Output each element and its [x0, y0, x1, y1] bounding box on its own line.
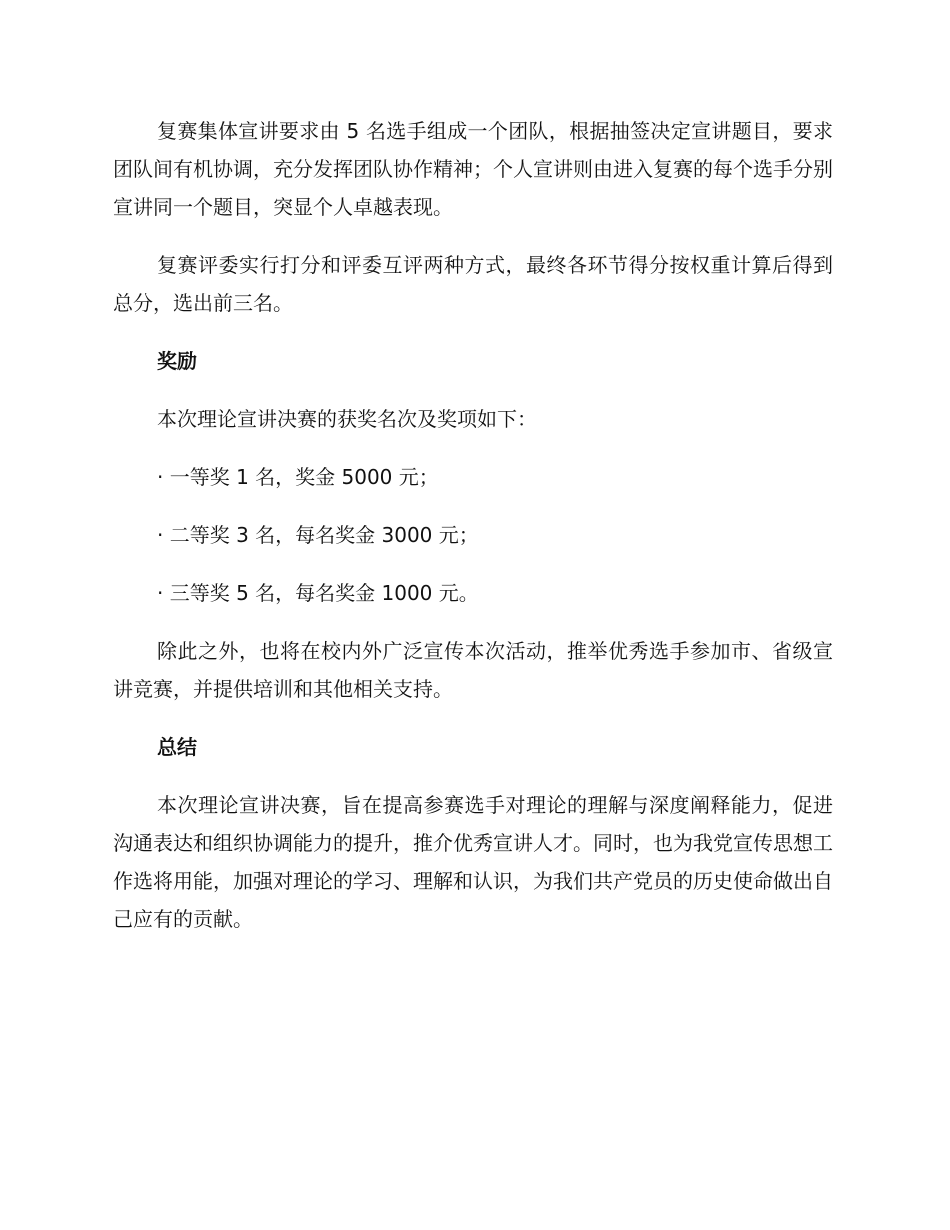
- prize-item-first: · 一等奖 1 名，奖金 5000 元；: [157, 465, 439, 489]
- heading-rewards: 奖励: [157, 349, 197, 373]
- paragraph-rewards-intro: 本次理论宣讲决赛的获奖名次及奖项如下：: [157, 407, 537, 431]
- document-page: [113, 112, 833, 938]
- prize-item-second: · 二等奖 3 名，每名奖金 3000 元；: [157, 523, 479, 547]
- paragraph-scoring: 复赛评委实行打分和评委互评两种方式，最终各环节得分按权重计算后得到总分，选出前三名。: [113, 253, 833, 315]
- paragraph-team-presentation: 复赛集体宣讲要求由 5 名选手组成一个团队，根据抽签决定宣讲题目，要求团队间有机协调，充分发挥团队协作精神；个人宣讲则由进入复赛的每个选手分别宣讲同一个题目，突显个人卓越表现。: [113, 119, 833, 219]
- paragraph-summary: 本次理论宣讲决赛，旨在提高参赛选手对理论的理解与深度阐释能力，促进沟通表达和组织协调能力的提升，推介优秀宣讲人才。同时，也为我党宣传思想工作选将用能，加强对理论的学习、理解和认识，为我们共产党员的历史使命做出自己应有的贡献。: [113, 793, 833, 931]
- paragraph-promotion: 除此之外，也将在校内外广泛宣传本次活动，推举优秀选手参加市、省级宣讲竞赛，并提供培训和其他相关支持。: [113, 639, 833, 701]
- heading-summary: 总结: [157, 735, 197, 759]
- prize-item-third: · 三等奖 5 名，每名奖金 1000 元。: [157, 581, 479, 605]
